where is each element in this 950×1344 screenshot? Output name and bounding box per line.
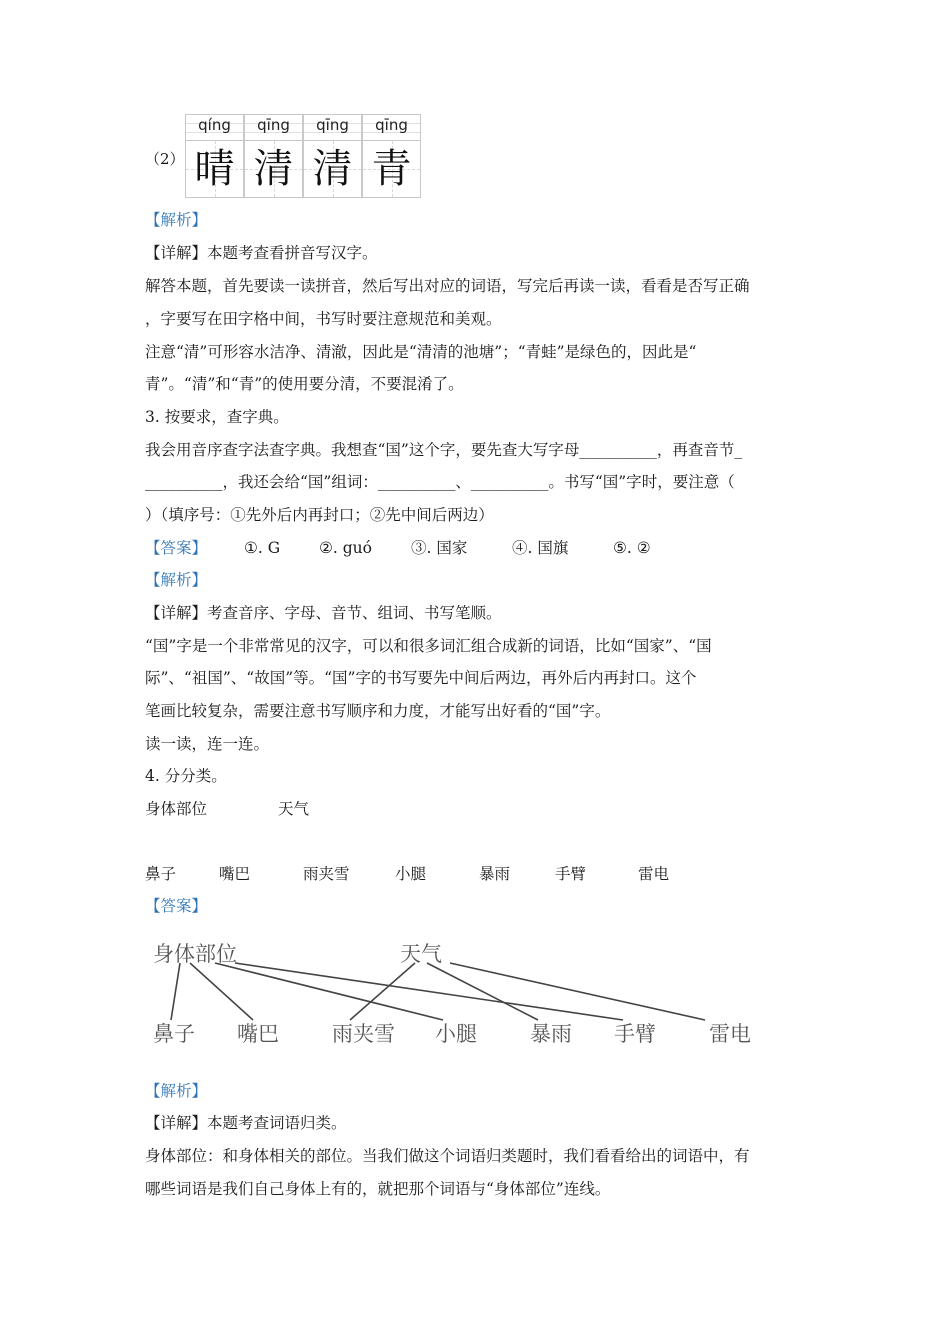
question-2-label: （2） [145,150,185,168]
match-line [427,963,538,1020]
text-line: 笔画比较复杂，需要注意书写顺序和力度，才能写出好看的“国”字。 [145,702,611,720]
tianzige-cell [303,140,362,198]
text-line: ）（填序号：①先外后内再封口；②先中间后两边） [145,506,494,524]
word-item: 手臂 [555,865,587,883]
diagram-label: 嘴巴 [237,1022,279,1046]
word-item: 鼻子 [145,865,177,883]
text-line: 身体部位：和身体相关的部位。当我们做这个词语归类题时，我们看看给出的词语中，有 [145,1147,750,1165]
answer-heading: 【答案】 [145,539,208,557]
hanzi-char: 晴 [194,146,235,192]
answer-item: ③. 国家 [411,539,468,557]
answer-item: ④. 国旗 [512,539,569,557]
category-weather: 天气 [278,800,310,818]
answer-item: ②. guó [319,539,372,557]
pinyin-text: qīng [257,116,290,134]
text-line: 际”、“祖国”、“故国”等。“国”字的书写要先中间后两边，再外后内再封口。这个 [145,669,697,687]
text-line: __________，我还会给“国”组词：__________、__________。书写“国”字时，要注意（ [145,473,735,491]
word-item: 暴雨 [479,865,511,883]
hanzi-char: 青 [371,146,412,192]
word-item: 雷电 [638,865,670,883]
question-3-title: 3. 按要求，查字典。 [145,408,289,426]
diagram-label: 天气 [400,942,442,966]
text-line: 读一读，连一连。 [145,735,270,753]
word-item: 小腿 [395,865,427,883]
text-line: 哪些词语是我们自己身体上有的，就把那个词语与“身体部位”连线。 [145,1180,611,1198]
answer-item: ①. G [244,539,281,557]
diagram-label: 暴雨 [530,1022,572,1046]
text-line: 我会用音序查字法查字典。我想查“国”这个字，要先查大写字母__________，再查音节_ [145,441,743,459]
text-line: “国”字是一个非常常见的汉字，可以和很多词汇组合成新的词语，比如“国家”、“国 [145,637,712,655]
diagram-label: 鼻子 [153,1022,195,1046]
match-line [235,963,623,1020]
match-line [171,963,180,1020]
diagram-label: 雨夹雪 [332,1022,395,1046]
pinyin-text: qíng [198,116,231,134]
category-body: 身体部位 [145,800,208,818]
text-line: 青”。“清”和“青”的使用要分清，不要混淆了。 [145,375,464,393]
pinyin-text: qīng [316,116,349,134]
tianzige-cell [244,140,303,198]
match-line [190,963,253,1020]
word-item: 嘴巴 [219,865,251,883]
pinyin-text: qīng [375,116,408,134]
analysis-heading: 【解析】 [145,211,208,229]
diagram-label: 手臂 [614,1022,656,1046]
answer-heading: 【答案】 [145,897,208,915]
word-item: 雨夹雪 [303,865,350,883]
matching-diagram [145,933,765,1053]
text-line: 解答本题，首先要读一读拼音，然后写出对应的词语，写完后再读一读，看看是否写正确 [145,277,750,295]
tianzige-cell [362,140,421,198]
analysis-heading: 【解析】 [145,571,208,589]
answer-item: ⑤. ② [613,539,651,557]
tianzige-cell [185,140,244,198]
analysis-heading: 【解析】 [145,1082,208,1100]
diagram-label: 小腿 [435,1022,477,1046]
diagram-label: 雷电 [709,1022,751,1046]
detail-line: 【详解】本题考查词语归类。 [145,1114,347,1132]
text-line: ，字要写在田字格中间，书写时要注意规范和美观。 [145,310,502,328]
match-line [215,963,443,1020]
hanzi-char: 清 [312,146,353,192]
match-line [450,963,705,1020]
detail-line: 【详解】考查音序、字母、音节、组词、书写笔顺。 [145,604,502,622]
detail-line: 【详解】本题考查看拼音写汉字。 [145,244,378,262]
question-4-title: 4. 分分类。 [145,767,227,785]
text-line: 注意“清”可形容水洁净、清澈，因此是“清清的池塘”；“青蛙”是绿色的，因此是“ [145,343,697,361]
hanzi-char: 清 [253,146,294,192]
diagram-label: 身体部位 [153,942,237,966]
match-line [350,963,415,1020]
